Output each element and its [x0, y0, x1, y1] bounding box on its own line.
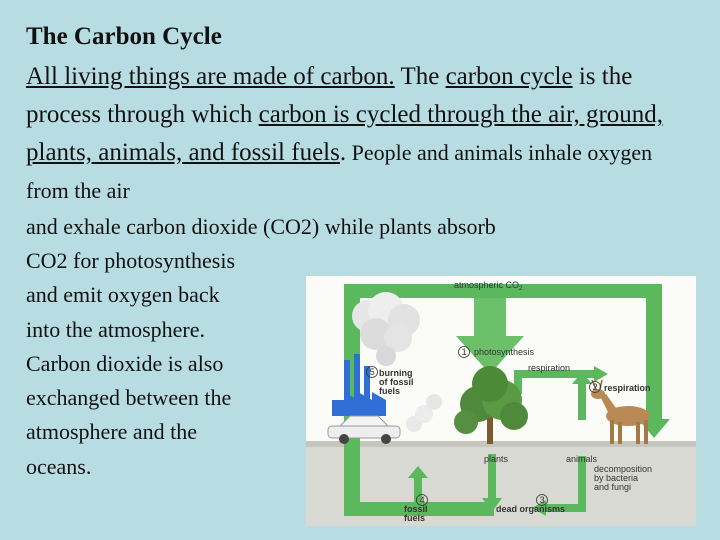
respiration-arrowhead-left	[594, 366, 608, 382]
term-carbon-cycled: carbon is cycled through the air, ground, plants, animals, and fossil fuels	[26, 101, 664, 166]
label-respiration-left: respiration	[528, 363, 571, 373]
paragraph-line: Carbon dioxide is also	[26, 350, 224, 376]
paragraph-line: CO2 for photosynthesis	[26, 248, 235, 273]
text-inhale: People and animals inhale oxygen from the air	[26, 140, 653, 203]
label-burning-2: of fossil	[379, 377, 414, 387]
respiration-arrow-right	[578, 380, 586, 420]
intro-paragraph	[26, 58, 698, 210]
label-photosynthesis: photosynthesis	[474, 347, 535, 357]
paragraph-line: into the atmosphere.	[26, 316, 206, 342]
label-fossil-1: fossil	[404, 504, 428, 514]
paragraph-left-column	[26, 244, 311, 484]
step-2-number: 2	[592, 382, 598, 392]
photosynthesis-arrow-shaft	[474, 298, 506, 340]
slide-title: The Carbon Cycle	[26, 23, 222, 50]
exhaust-cloud	[406, 394, 442, 432]
carbon-cycle-diagram	[306, 276, 696, 526]
label-burning-1: burning	[379, 368, 413, 378]
right-cycle-band	[646, 284, 662, 419]
step-5-number: 5	[369, 367, 375, 377]
label-decomposition-1: decomposition	[594, 464, 653, 474]
label-decomposition-3: and fungi	[594, 482, 632, 492]
term-carbon-cycle: carbon cycle	[445, 63, 573, 90]
step-1-number: 1	[461, 347, 467, 357]
paragraph-line: exchanged between the	[26, 385, 232, 411]
label-respiration-right: respiration	[604, 383, 651, 393]
smoke-cloud	[352, 292, 420, 366]
step-3-number: 3	[539, 495, 545, 505]
text-the: The	[394, 63, 446, 90]
label-atmospheric-co2: atmospheric $CO_2$	[454, 280, 523, 292]
paragraph-line: atmosphere and the	[26, 419, 198, 445]
car-icon	[328, 416, 400, 444]
paragraph-line: and emit oxygen back	[26, 282, 220, 308]
sentence-living-things: All living things are made of carbon.	[26, 63, 395, 90]
label-dead-organisms: dead organisms	[496, 504, 566, 514]
label-plants: plants	[484, 454, 509, 464]
text-process: is the process through which	[26, 63, 633, 128]
label-animals: animals	[566, 454, 598, 464]
paragraph-line: oceans.	[26, 453, 92, 479]
label-fossil-2: fuels	[404, 513, 426, 523]
step-4-number: 4	[419, 495, 425, 505]
carbon-cycle-svg	[306, 276, 696, 526]
label-burning-3: fuels	[379, 386, 401, 396]
label-decomposition-2: by bacteria	[594, 473, 639, 483]
factory-icon	[332, 354, 386, 416]
paragraph-line-exhale: and exhale carbon dioxide (CO2) while plants absorb	[26, 214, 496, 239]
text-period: .	[339, 139, 347, 166]
